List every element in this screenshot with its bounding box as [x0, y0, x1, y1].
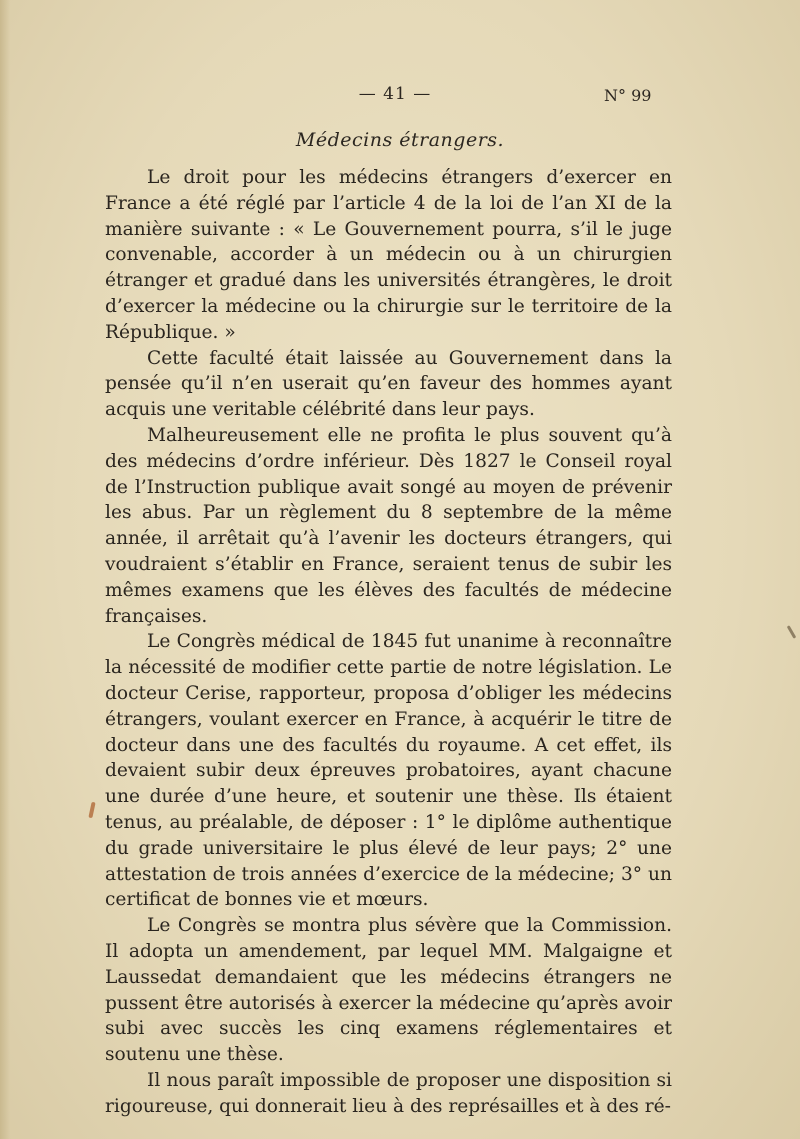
margin-ink-mark [88, 802, 95, 818]
section-title: Médecins étrangers. [295, 129, 505, 151]
page-number: — 41 — [358, 84, 432, 104]
page-edge-shadow [0, 0, 10, 1139]
paragraph: Le Congrès médical de 1845 fut unanime à reconnaître la nécessité de modifier cette partie de notre législation. Le docteur Cerise, rapporteur, proposa d’obliger les médecins étrangers, voulant exercer en France, à acquérir le titre de docteur dans une des facultés du royaume. A cet effet, ils devaient subir deux épreuves probatoires, ayant chacune une durée d’une heure, et soutenir une thèse. Ils étaient tenus, au préalable, de déposer : 1° le diplôme authentique du grade universitaire le plus élevé de leur pays; 2° une attestation de trois années d’exercice de la médecine; 3° un certificat de bonnes vie et mœurs. [105, 631, 672, 911]
paragraph: Malheureusement elle ne profita le plus souvent qu’à des médecins d’ordre inférieur. Dès 1827 le Conseil royal de l’Instruction publique avait songé au moyen de prévenir les abus. Par un règlement du 8 septembre de la même année, il arrêtait qu’à l’avenir les docteurs étrangers, qui voudraient s’établir en France, seraient tenus de subir les mêmes examens que les élèves des facultés de médecine françaises. [105, 424, 672, 627]
body-text [105, 165, 672, 1119]
paragraph: Cette faculté était laissée au Gouvernement dans la pensée qu’il n’en userait qu’en faveur des hommes ayant acquis une veritable célébrité dans leur pays. [105, 347, 672, 421]
paragraph: Il nous paraît impossible de proposer une disposition si rigoureuse, qui donnerait lieu à des représailles et à des ré- [105, 1069, 672, 1117]
paragraph: Le Congrès se montra plus sévère que la Commission. Il adopta un amendement, par lequel MM. Malgaigne et Laussedat demandaient que les médecins étrangers ne pussent être autorisés à exercer la médecine qu’après avoir subi avec succès les cinq examens réglementaires et soutenu une thèse. [105, 915, 672, 1066]
document-number: N° 99 [604, 86, 652, 105]
margin-ink-mark [787, 625, 797, 639]
paragraph: Le droit pour les médecins étrangers d’exercer en France a été réglé par l’article 4 de la loi de l’an XI de la manière suivante : « Le Gouvernement pourra, s’il le juge convenable, accorder à un médecin ou à un chirurgien étranger et gradué dans les universités étrangères, le droit d’exercer la médecine ou la chirurgie sur le territoire de la République. » [105, 167, 672, 343]
